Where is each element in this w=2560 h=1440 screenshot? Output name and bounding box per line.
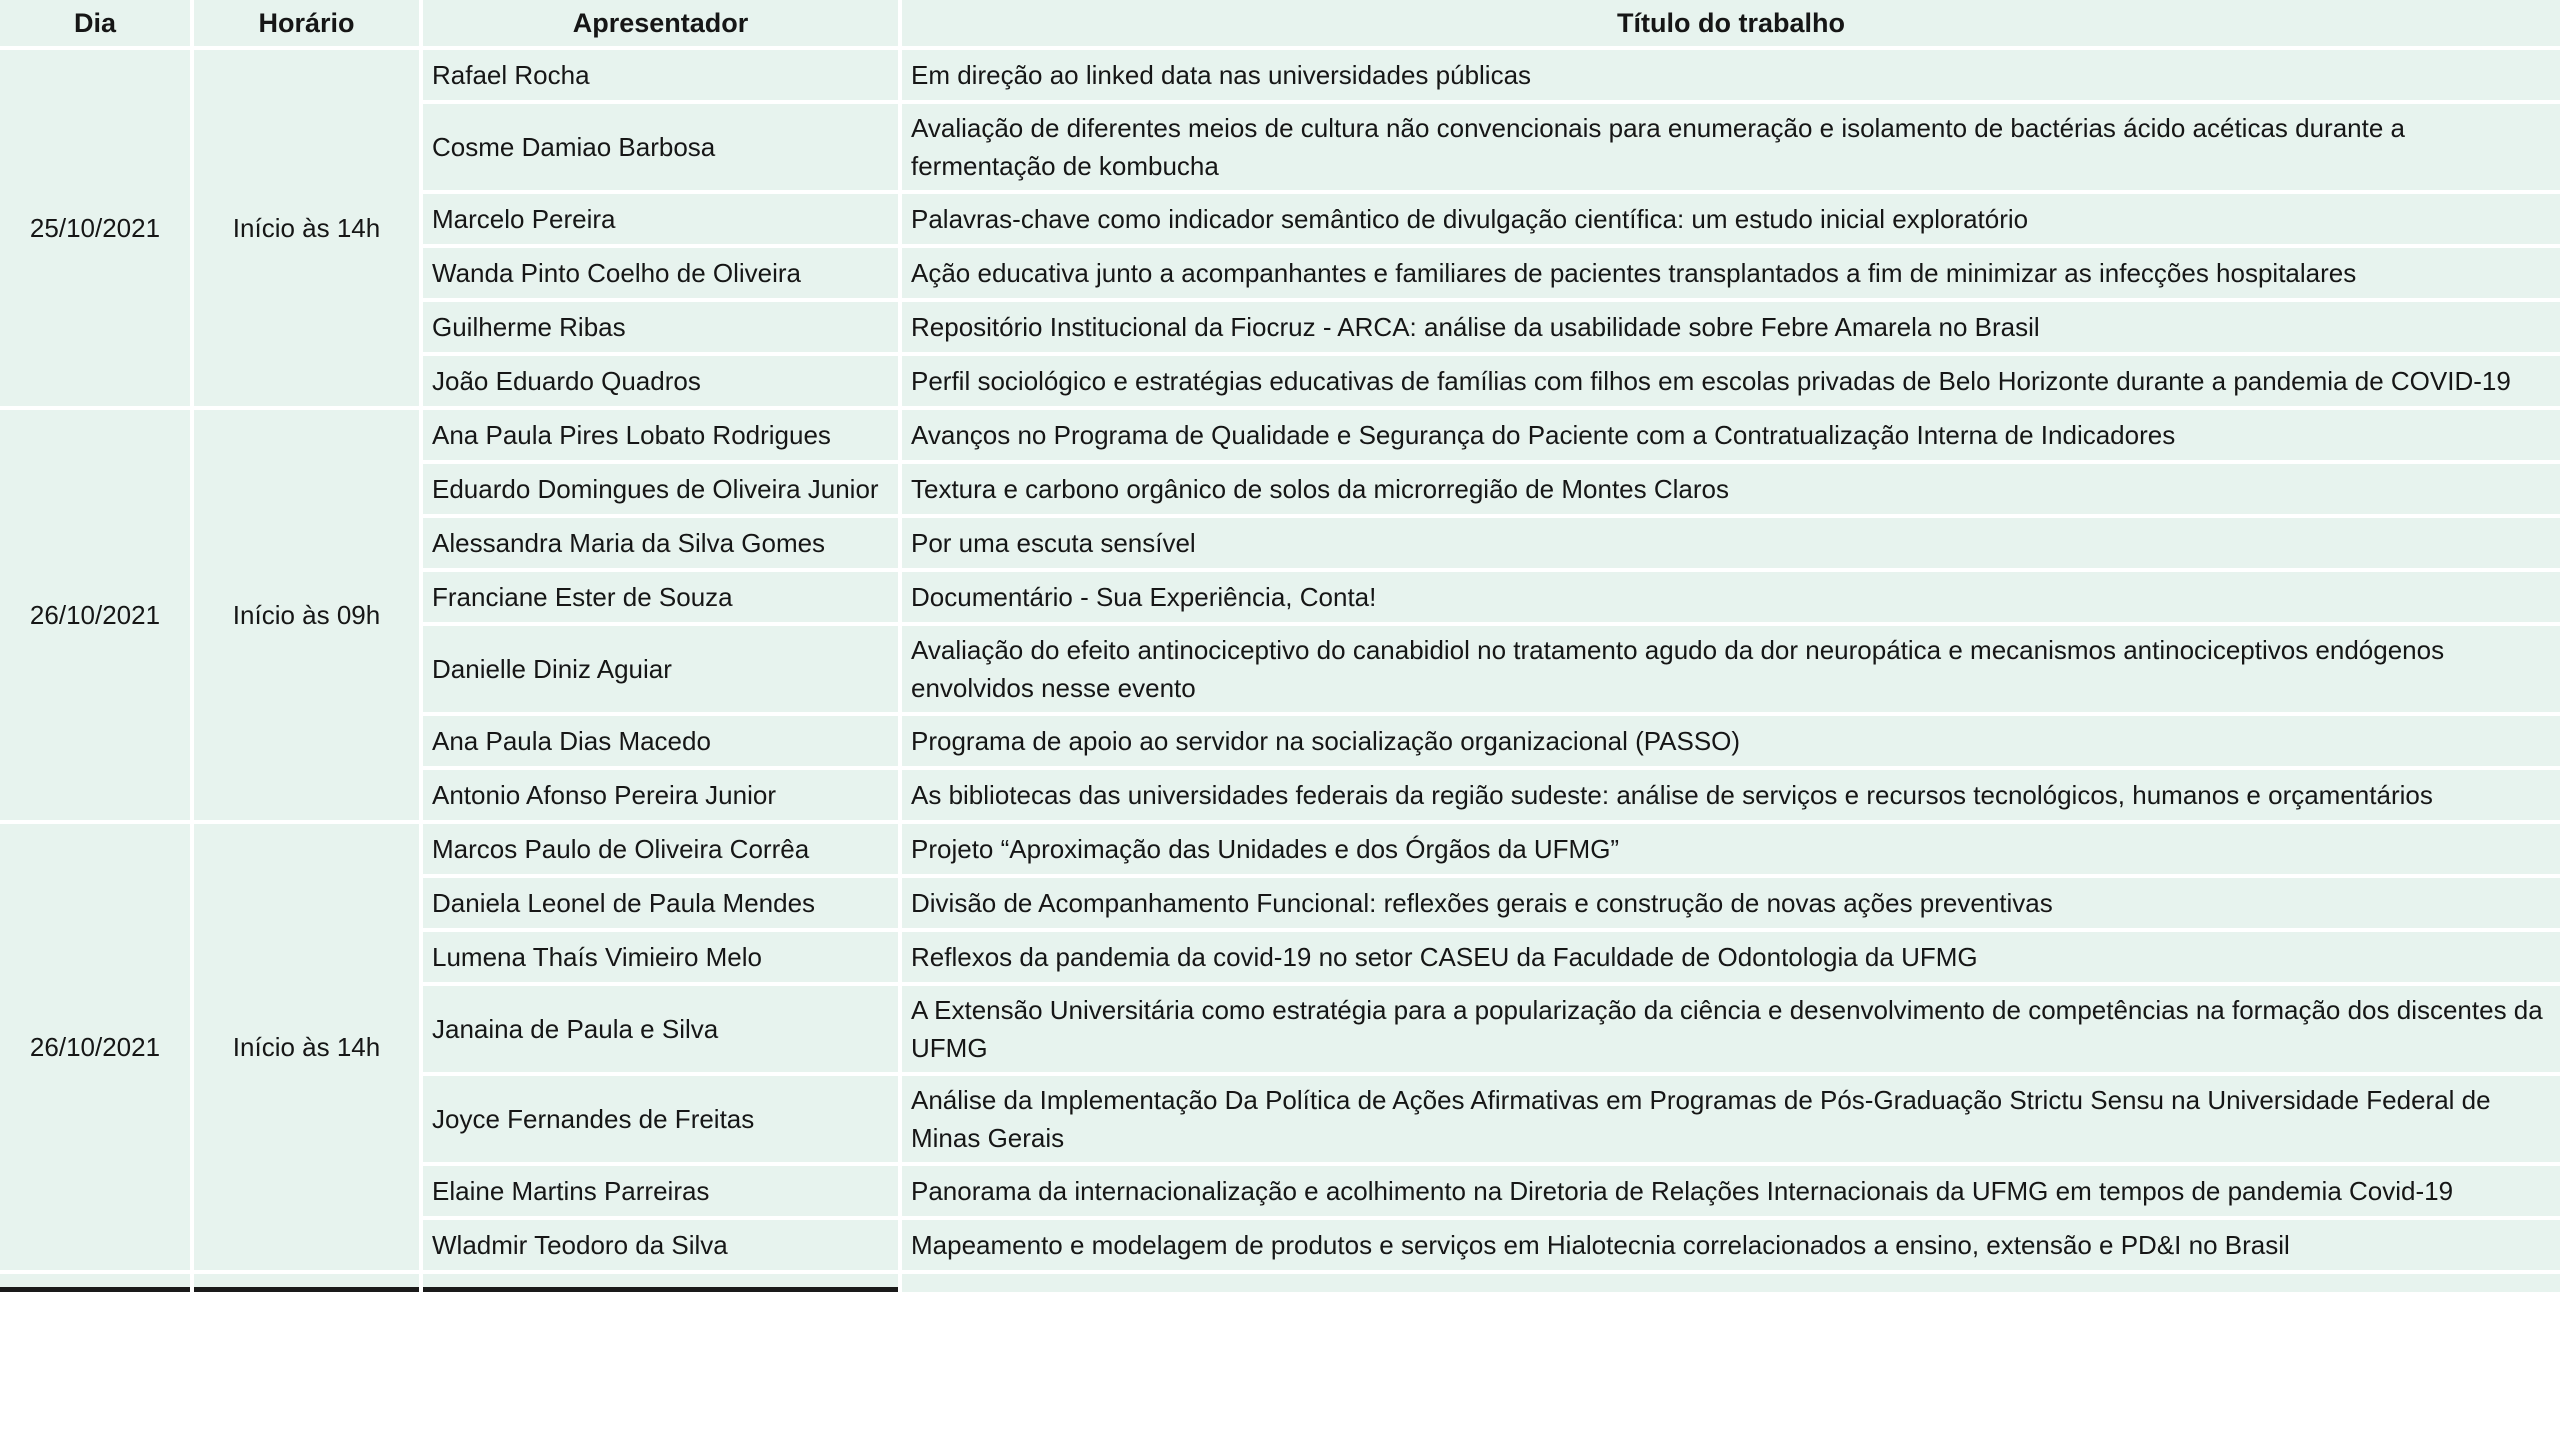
session-date: 26/10/2021 [0,410,190,820]
work-title: A Extensão Universitária como estratégia para a popularização da ciência e desenvolvimento de competências na formação dos discentes da UFMG [902,986,2560,1072]
work-title: Em direção ao linked data nas universidades públicas [902,50,2560,100]
presenter-name: Franciane Ester de Souza [423,572,898,622]
work-title: Panorama da internacionalização e acolhimento na Diretoria de Relações Internacionais da UFMG em tempos de pandemia Covid-19 [902,1166,2560,1216]
session-group [0,410,2560,820]
presenter-name: Cosme Damiao Barbosa [423,104,898,190]
work-title: Divisão de Acompanhamento Funcional: reflexões gerais e construção de novas ações preventivas [902,878,2560,928]
presenter-name: Marcelo Pereira [423,194,898,244]
presenter-name: Joyce Fernandes de Freitas [423,1076,898,1162]
work-title: Documentário - Sua Experiência, Conta! [902,572,2560,622]
schedule-table-body [0,50,2560,1270]
cutoff-next-row [0,1274,2560,1292]
work-title: Análise da Implementação Da Política de Ações Afirmativas em Programas de Pós-Graduação Strictu Sensu na Universidade Federal de Minas Gerais [902,1076,2560,1162]
work-title: Avanços no Programa de Qualidade e Segurança do Paciente com a Contratualização Interna de Indicadores [902,410,2560,460]
work-title: Mapeamento e modelagem de produtos e serviços em Hialotecnia correlacionados a ensino, extensão e PD&I no Brasil [902,1220,2560,1270]
column-header-titulo: Título do trabalho [902,0,2560,46]
presenter-name: Elaine Martins Parreiras [423,1166,898,1216]
work-title: Ação educativa junto a acompanhantes e familiares de pacientes transplantados a fim de minimizar as infecções hospitalares [902,248,2560,298]
work-title: Por uma escuta sensível [902,518,2560,568]
presenter-name: Danielle Diniz Aguiar [423,626,898,712]
work-title: Palavras-chave como indicador semântico de divulgação científica: um estudo inicial exploratório [902,194,2560,244]
session-date: 25/10/2021 [0,50,190,406]
work-title: Projeto “Aproximação das Unidades e dos Órgãos da UFMG” [902,824,2560,874]
cutoff-cell-horario [194,1274,419,1292]
column-header-horario: Horário [194,0,419,46]
work-title: Programa de apoio ao servidor na socialização organizacional (PASSO) [902,716,2560,766]
cutoff-cell-titulo [902,1274,2560,1292]
presenter-name: Daniela Leonel de Paula Mendes [423,878,898,928]
column-header-apresentador: Apresentador [423,0,898,46]
work-title: Reflexos da pandemia da covid-19 no setor CASEU da Faculdade de Odontologia da UFMG [902,932,2560,982]
presenter-name: Lumena Thaís Vimieiro Melo [423,932,898,982]
work-title: Avaliação do efeito antinociceptivo do canabidiol no tratamento agudo da dor neuropática e mecanismos antinociceptivos endógenos envolvidos nesse evento [902,626,2560,712]
work-title: Avaliação de diferentes meios de cultura não convencionais para enumeração e isolamento de bactérias ácido acéticas durante a fermentação de kombucha [902,104,2560,190]
presenter-name: Wanda Pinto Coelho de Oliveira [423,248,898,298]
presenter-name: Ana Paula Dias Macedo [423,716,898,766]
presenter-name: Rafael Rocha [423,50,898,100]
presenter-name: Eduardo Domingues de Oliveira Junior [423,464,898,514]
work-title: Perfil sociológico e estratégias educativas de famílias com filhos em escolas privadas de Belo Horizonte durante a pandemia de COVID-19 [902,356,2560,406]
presenter-name: Janaina de Paula e Silva [423,986,898,1072]
presenter-name: Antonio Afonso Pereira Junior [423,770,898,820]
work-title: Repositório Institucional da Fiocruz - ARCA: análise da usabilidade sobre Febre Amarela no Brasil [902,302,2560,352]
session-time: Início às 09h [194,410,419,820]
presenter-name: Wladmir Teodoro da Silva [423,1220,898,1270]
presenter-name: Marcos Paulo de Oliveira Corrêa [423,824,898,874]
work-title: As bibliotecas das universidades federais da região sudeste: análise de serviços e recursos tecnológicos, humanos e orçamentários [902,770,2560,820]
presenter-name: Ana Paula Pires Lobato Rodrigues [423,410,898,460]
session-group [0,824,2560,1270]
session-time: Início às 14h [194,50,419,406]
cutoff-cell-dia [0,1274,190,1292]
presenter-name: João Eduardo Quadros [423,356,898,406]
session-group [0,50,2560,406]
table-header [0,0,2560,46]
presenter-name: Guilherme Ribas [423,302,898,352]
work-title: Textura e carbono orgânico de solos da microrregião de Montes Claros [902,464,2560,514]
presenter-name: Alessandra Maria da Silva Gomes [423,518,898,568]
session-date: 26/10/2021 [0,824,190,1270]
cutoff-cell-apresentador [423,1274,898,1292]
column-header-dia: Dia [0,0,190,46]
session-time: Início às 14h [194,824,419,1270]
